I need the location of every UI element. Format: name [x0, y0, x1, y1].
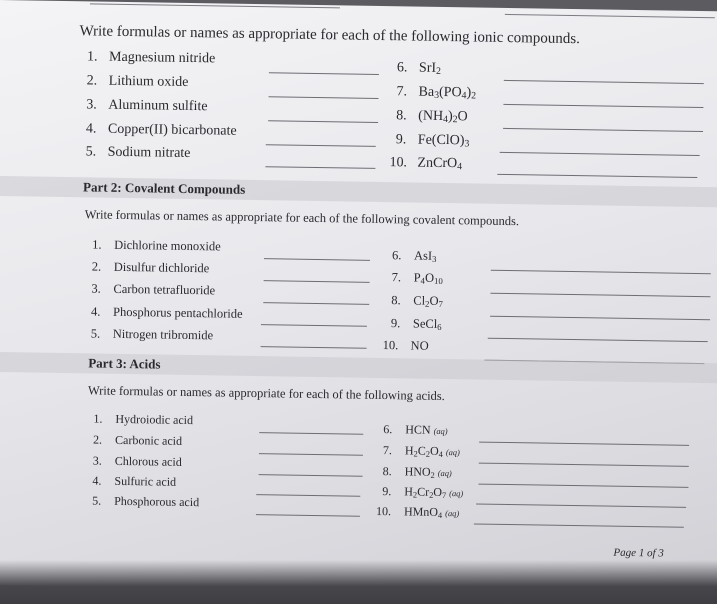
answer-blank[interactable] — [264, 258, 370, 261]
answer-blank[interactable] — [259, 453, 363, 456]
answer-blank[interactable] — [265, 166, 375, 169]
answer-blank[interactable] — [479, 442, 689, 446]
list-item: 1. Hydroiodic acid — [93, 411, 194, 428]
answer-blank[interactable] — [476, 504, 686, 508]
answer-blank[interactable] — [497, 174, 697, 178]
list-item: 2. Carbonic acid — [92, 432, 183, 448]
answer-blank[interactable] — [504, 80, 704, 84]
list-item: 4. Sulfuric acid — [92, 473, 177, 489]
top-rule — [505, 14, 715, 18]
list-item: 2. Disulfur dichloride — [91, 259, 210, 276]
list-item: 3. Carbon tetrafluoride — [91, 281, 216, 298]
list-item: 10. ZnCrO$_4$ — [389, 155, 463, 173]
answer-blank[interactable] — [256, 494, 360, 497]
answer-blank[interactable] — [269, 96, 379, 99]
answer-blank[interactable] — [490, 316, 710, 320]
answer-blank[interactable] — [503, 128, 703, 132]
list-item: 5. Phosphorous acid — [92, 493, 200, 510]
part2-title: Part 2: Covalent Compounds — [82, 179, 246, 197]
list-item: 7. $P_4O_{10}$ — [391, 270, 443, 286]
answer-blank[interactable] — [264, 280, 370, 283]
list-item: 1. Magnesium nitride — [86, 49, 216, 67]
list-item: 7. $H_2C_2O_4$ (aq) — [382, 443, 460, 460]
part3-instruction: Write formulas or names as appropriate for each of the following acids. — [87, 383, 445, 404]
answer-blank[interactable] — [259, 474, 363, 477]
list-item: 2. Lithium oxide — [86, 73, 189, 90]
answer-blank[interactable] — [263, 302, 369, 305]
list-item: 5. Nitrogen tribromide — [90, 326, 214, 343]
part3-title: Part 3: Acids — [88, 355, 161, 372]
answer-blank[interactable] — [500, 152, 700, 156]
answer-blank[interactable] — [478, 484, 688, 488]
answer-blank[interactable] — [491, 270, 711, 274]
desk-shadow — [0, 560, 717, 604]
list-item: 6. SrI$_2$ — [396, 60, 442, 77]
list-item: 9. SeCl$_6$ — [390, 316, 442, 332]
answer-blank[interactable] — [503, 104, 703, 108]
list-item: 1. Dichlorine monoxide — [92, 237, 221, 254]
list-item: 10. NO — [382, 338, 429, 353]
list-item: 9. $H_2Cr_2O_7$ (aq) — [382, 484, 464, 501]
answer-blank[interactable] — [259, 432, 363, 435]
list-item: 8. $HNO_2$ (aq) — [382, 464, 452, 480]
list-item: 3. Chlorous acid — [92, 453, 182, 469]
list-item: 5. Sodium nitrate — [85, 144, 191, 162]
answer-blank[interactable] — [268, 120, 378, 123]
answer-blank[interactable] — [488, 338, 708, 342]
list-item: 6. AsI$_3$ — [391, 248, 437, 264]
list-item: 10. HMnO$_4$ (aq) — [375, 503, 460, 521]
list-item: 8. $(NH_4)_2O$ — [396, 108, 468, 126]
answer-blank[interactable] — [256, 514, 360, 517]
part2-instruction: Write formulas or names as appropriate for each of the following covalent compounds. — [84, 207, 520, 229]
list-item: 4. Phosphorus pentachloride — [91, 304, 243, 321]
list-item: 7. $Ba_3(PO_4)_2$ — [396, 84, 477, 102]
page-number: Page 1 of 3 — [613, 546, 664, 560]
part3-header-band — [0, 352, 717, 384]
list-item: 9. $Fe(ClO)_3$ — [395, 132, 470, 150]
part1-instruction: Write formulas or names as appropriate for each of the following ionic compounds. — [79, 23, 581, 48]
answer-blank[interactable] — [269, 72, 379, 75]
list-item: 3. Aluminum sulfite — [86, 97, 208, 115]
answer-blank[interactable] — [266, 144, 376, 147]
answer-blank[interactable] — [490, 293, 710, 297]
answer-blank[interactable] — [261, 346, 367, 349]
answer-blank[interactable] — [474, 524, 684, 528]
answer-blank[interactable] — [479, 463, 689, 467]
top-rule — [90, 3, 340, 8]
list-item: 4. Copper(II) bicarbonate — [85, 121, 237, 139]
answer-blank[interactable] — [261, 324, 367, 327]
part2-header-band — [0, 176, 717, 208]
list-item: 6. HCN (aq) — [383, 422, 448, 437]
list-item: 8. $Cl_2O_7$ — [391, 293, 443, 309]
